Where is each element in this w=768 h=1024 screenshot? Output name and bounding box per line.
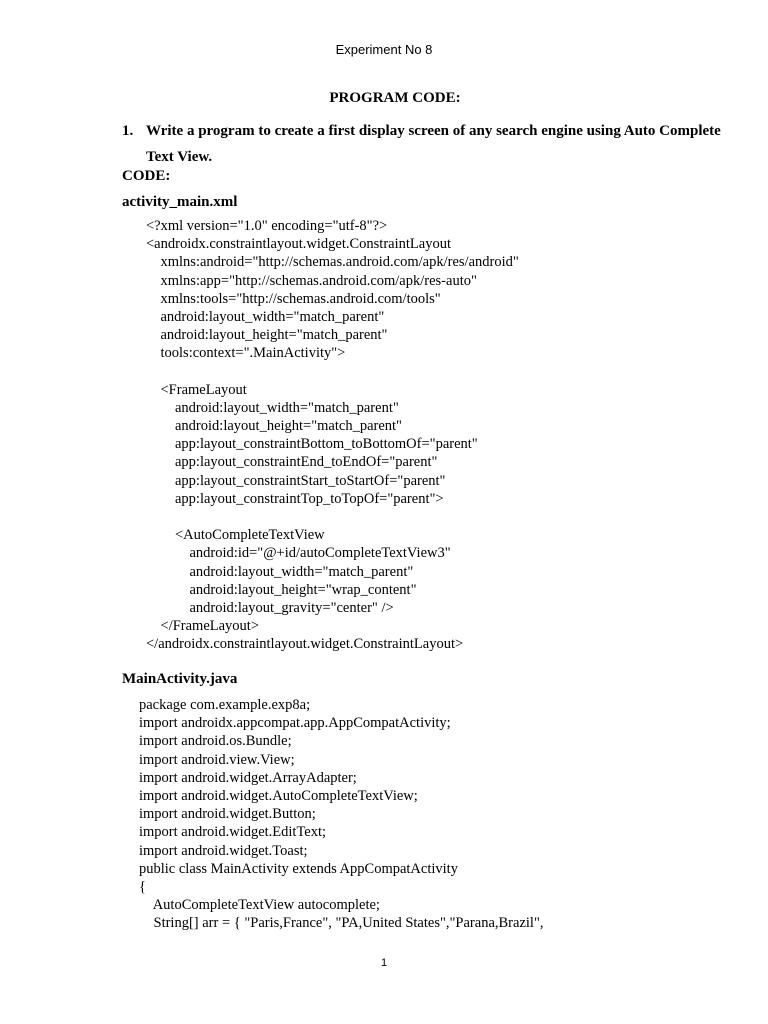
code-line: package com.example.exp8a; [139, 697, 311, 713]
code-line [146, 508, 519, 526]
code-line: tools:context=".MainActivity"> [146, 345, 346, 362]
code-line [146, 363, 519, 381]
code-line: android:layout_height="match_parent" [146, 418, 402, 435]
code-line: </FrameLayout> [146, 618, 259, 635]
code-line: import android.widget.AutoCompleteTextView; [139, 787, 418, 804]
code-line: app:layout_constraintEnd_toEndOf="parent" [146, 454, 438, 471]
code-line: <androidx.constraintlayout.widget.ConstraintLayout [146, 236, 451, 253]
code-line: app:layout_constraintBottom_toBottomOf="parent" [146, 436, 478, 453]
section-title: PROGRAM CODE: [329, 90, 461, 106]
code-line: app:layout_constraintTop_toTopOf="parent"> [146, 490, 444, 507]
code-line: <AutoCompleteTextView [146, 527, 325, 544]
code-line: import android.os.Bundle; [139, 733, 292, 750]
page-header [0, 42, 768, 57]
code-line: import android.widget.Button; [139, 806, 316, 823]
code-line: android:layout_height="match_parent" [146, 327, 388, 344]
java-filename: MainActivity.java [122, 671, 238, 687]
code-line: android:id="@+id/autoCompleteTextView3" [146, 545, 451, 562]
page-number: 1 [380, 957, 388, 969]
code-line: import android.view.View; [139, 751, 295, 768]
question-number: 1. [122, 123, 134, 139]
code-line: app:layout_constraintStart_toStartOf="parent" [146, 472, 446, 489]
code-line: android:layout_width="match_parent" [146, 399, 399, 416]
code-line: xmlns:android="http://schemas.android.com/apk/res/android" [146, 254, 519, 271]
question-text: Write a program to create a first display screen of any search engine using Auto Complete Text View. [146, 123, 721, 165]
code-line: android:layout_gravity="center" /> [146, 599, 394, 616]
xml-code-block [146, 217, 519, 654]
code-line: import android.widget.EditText; [139, 824, 327, 841]
code-line: xmlns:app="http://schemas.android.com/apk/res-auto" [146, 272, 477, 289]
code-line: android:layout_width="match_parent" [146, 308, 385, 325]
code-line: AutoCompleteTextView autocomplete; [139, 897, 380, 914]
experiment-title: Experiment No 8 [335, 42, 433, 57]
code-line: xmlns:tools="http://schemas.android.com/tools" [146, 290, 441, 307]
code-line: <?xml version="1.0" encoding="utf-8"?> [146, 218, 388, 234]
java-code-block [139, 696, 544, 932]
code-line: public class MainActivity extends AppCompatActivity [139, 860, 458, 877]
code-line: import androidx.appcompat.app.AppCompatActivity; [139, 715, 451, 732]
xml-filename: activity_main.xml [122, 194, 238, 210]
code-line: String[] arr = { "Paris,France", "PA,United States","Parana,Brazil", [139, 915, 544, 932]
question [122, 118, 722, 170]
code-line: { [139, 878, 146, 895]
code-heading: CODE: [122, 168, 171, 184]
code-line: import android.widget.ArrayAdapter; [139, 769, 357, 786]
code-line: </androidx.constraintlayout.widget.ConstraintLayout> [146, 636, 464, 653]
code-line: android:layout_width="match_parent" [146, 563, 414, 580]
code-line: android:layout_height="wrap_content" [146, 581, 417, 598]
code-line: import android.widget.Toast; [139, 842, 308, 859]
code-line: <FrameLayout [146, 381, 247, 398]
